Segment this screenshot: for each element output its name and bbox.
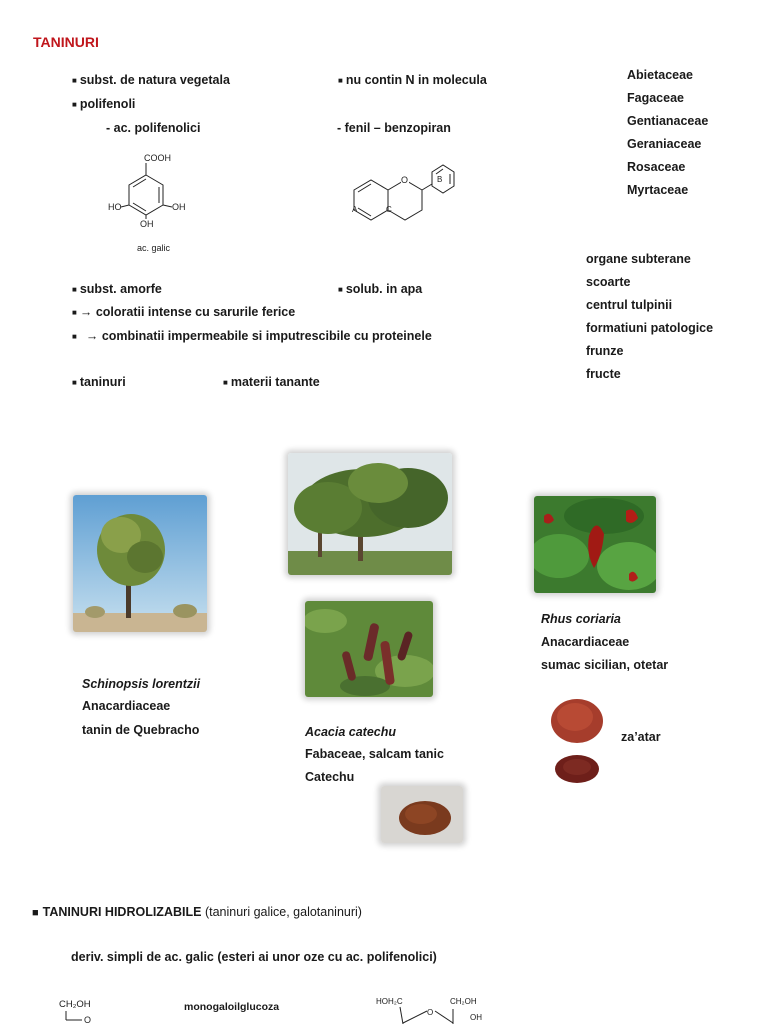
intro-line-3: - ac. polifenolici [106,121,201,135]
page-title: TANINURI [33,34,99,50]
schinopsis-note: tanin de Quebracho [82,723,200,737]
prop-right-4: ■ materii tanante [223,375,320,389]
ring-b-label: B [437,175,443,184]
oxygen-label: O [401,175,409,185]
prop-line-3: ■ → combinatii impermeabile si imputrescibile cu proteinele [72,329,432,343]
gallic-caption: ac. galic [137,243,171,253]
bullet-icon: ■ [338,76,343,85]
bullet-icon: ■ [72,76,77,85]
prop-line-4: ■ taninuri [72,375,126,389]
organ-item: centrul tulpinii [586,298,673,312]
svg-text:O: O [84,1015,92,1024]
bullet-icon: ■ [72,378,77,387]
acacia-note: Catechu [305,770,355,784]
ring-a-label: A [352,205,358,214]
structure-right-label-a: HOH₂C [376,997,403,1006]
organ-item: fructe [586,367,621,381]
intro-right-3: - fenil – benzopiran [337,121,451,135]
schinopsis-name: Schinopsis lorentzii [82,677,201,691]
schinopsis-family: Anacardiaceae [82,699,171,713]
monogaloilglucoza-label: monogaloilglucoza [184,1001,280,1013]
schinopsis-tree-image [73,495,207,632]
structure-right-label-b: CH₂OH [450,997,477,1006]
flavan-structure [330,150,465,235]
zaatar-label: za’atar [621,730,661,744]
family-item: Gentianaceae [627,114,709,128]
bullet-icon: ■ [72,308,77,317]
structure-left-label: CH₂OH [59,999,91,1010]
family-item: Geraniaceae [627,137,702,151]
family-item: Myrtaceae [627,183,689,197]
intro-right-1: ■ nu contin N in molecula [338,73,487,87]
rhus-note: sumac sicilian, otetar [541,658,669,672]
square-bullet-icon: ■ [32,907,39,919]
rhus-family: Anacardiaceae [541,635,630,649]
bullet-icon: ■ [338,285,343,294]
oh-label: OH [172,202,186,212]
structure-left-fragment [60,1011,100,1024]
bullet-icon: ■ [72,332,77,341]
prop-right-1: ■ solub. in apa [338,282,423,296]
catechu-powder-image [381,786,463,843]
section-heading: ■ TANINURI HIDROLIZABILE (taninuri galice, galotaninuri) [32,905,362,919]
bullet-icon: ■ [72,100,77,109]
family-item: Abietaceae [627,68,694,82]
acacia-family: Fabaceae, salcam tanic [305,747,444,761]
structure-right-fragment [395,1005,465,1024]
cooh-label: COOH [144,153,171,163]
acacia-tree-image [288,453,452,575]
intro-line-2: ■ polifenoli [72,97,136,111]
zaatar-spice-image [549,695,605,787]
section-line: deriv. simpli de ac. galic (esteri ai unor oze cu ac. polifenolici) [71,950,437,964]
oh-label: OH [140,219,154,229]
acacia-pods-image [305,601,433,697]
organ-item: formatiuni patologice [586,321,714,335]
prop-line-1: ■ subst. amorfe [72,282,162,296]
acacia-name: Acacia catechu [305,725,397,739]
bullet-icon: ■ [223,378,228,387]
organ-item: frunze [586,344,624,358]
ho-label: HO [108,202,122,212]
svg-text:O: O [427,1008,434,1017]
prop-line-2: ■ → coloratii intense cu sarurile ferice [72,305,296,319]
structure-right-label-c: OH [470,1013,482,1022]
family-item: Rosaceae [627,160,686,174]
intro-line-1: ■ subst. de natura vegetala [72,73,230,87]
bullet-icon: ■ [72,285,77,294]
organ-item: organe subterane [586,252,691,266]
gallic-acid-structure [100,148,200,258]
organ-item: scoarte [586,275,631,289]
rhus-name: Rhus coriaria [541,612,621,626]
family-item: Fagaceae [627,91,684,105]
rhus-coriaria-image [534,496,656,593]
ring-c-label: C [386,205,392,214]
